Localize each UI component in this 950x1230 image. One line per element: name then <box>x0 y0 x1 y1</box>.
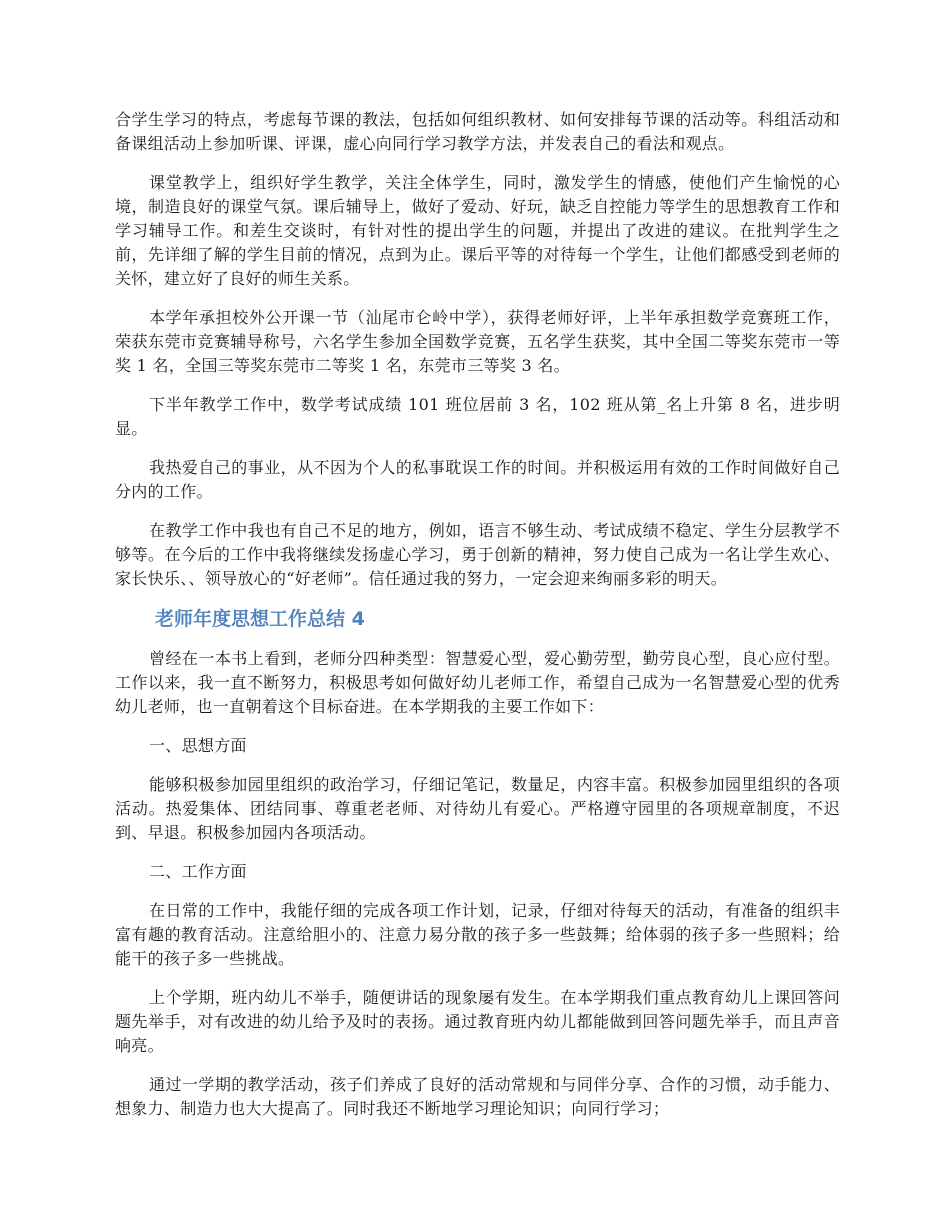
paragraph-exam-results: 下半年教学工作中，数学考试成绩 101 班位居前 3 名，102 班从第_名上升第 8 名，进步明显。 <box>115 395 840 438</box>
paragraph-daily-work: 在日常的工作中，我能仔细的完成各项工作计划，记录，仔细对待每天的活动，有准备的组织丰富有趣的教育活动。注意给胆小的、注意力易分散的孩子多一些鼓舞；给体弱的孩子多一些照料；给能干的孩子多一些挑战。 <box>115 901 840 968</box>
paragraph-hand-raising: 上个学期，班内幼儿不举手，随便讲话的现象屡有发生。在本学期我们重点教育幼儿上课回答问题先举手，对有改进的幼儿给予及时的表扬。通过教育班内幼儿都能做到回答问题先举手，而且声音响亮。 <box>115 988 840 1055</box>
section-heading: 老师年度思想工作总结 4 <box>155 608 365 630</box>
paragraph-semester-results: 通过一学期的教学活动，孩子们养成了良好的活动常规和与同伴分享、合作的习惯，动手能力、想象力、制造力也大大提高了。同时我还不断地学习理论知识；向同行学习； <box>115 1075 840 1118</box>
paragraph-classroom-teaching: 课堂教学上，组织好学生教学，关注全体学生，同时，激发学生的情感，使他们产生愉悦的心境，制造良好的课堂气氛。课后辅导上，做好了爱动、好玩，缺乏自控能力等学生的思想教育工作和学习辅导工作。和差生交谈时，有针对性的提出学生的问题，并提出了改进的建议。在批判学生之前，先详细了解的学生目前的情况，点到为止。课后平等的对待每一个学生，让他们都感受到老师的关怀，建立好了良好的师生关系。 <box>115 173 840 288</box>
subheading-work: 二、工作方面 <box>149 862 247 881</box>
paragraph-open-class-awards: 本学年承担校外公开课一节（汕尾市仑岭中学），获得老师好评，上半年承担数学竞赛班工作，荣获东莞市竞赛辅导称号，六名学生参加全国数学竞赛，五名学生获奖，其中全国二等奖东莞市一等奖 1 名，全国三等奖东莞市二等奖 1 名，东莞市三等奖 3 名。 <box>115 308 840 375</box>
paragraph-teacher-types: 曾经在一本书上看到，老师分四种类型：智慧爱心型，爱心勤劳型，勤劳良心型，良心应付型。工作以来，我一直不断努力，积极思考如何做好幼儿老师工作，希望自己成为一名智慧爱心型的优秀幼儿老师，也一直朝着这个目标奋进。在本学期我的主要工作如下： <box>115 649 840 716</box>
document-body <box>115 108 840 1136</box>
paragraph-dedication: 我热爱自己的事业，从不因为个人的私事耽误工作的时间。并积极运用有效的工作时间做好自己分内的工作。 <box>115 458 840 501</box>
paragraph-continuation: 合学生学习的特点，考虑每节课的教法，包括如何组织教材、如何安排每节课的活动等。科组活动和备课组活动上参加听课、评课，虚心向同行学习教学方法，并发表自己的看法和观点。 <box>115 110 840 153</box>
paragraph-shortcomings: 在教学工作中我也有自己不足的地方，例如，语言不够生动、考试成绩不稳定、学生分层教学不够等。在今后的工作中我将继续发扬虚心学习，勇于创新的精神，努力使自己成为一名让学生欢心、家长快乐、、领导放心的“好老师”。信任通过我的努力，一定会迎来绚丽多彩的明天。 <box>115 521 840 588</box>
subheading-ideology: 一、思想方面 <box>149 736 247 755</box>
paragraph-ideology: 能够积极参加园里组织的政治学习，仔细记笔记，数量足，内容丰富。积极参加园里组织的各项活动。热爱集体、团结同事、尊重老老师、对待幼儿有爱心。严格遵守园里的各项规章制度，不迟到、早退。积极参加园内各项活动。 <box>115 775 840 842</box>
